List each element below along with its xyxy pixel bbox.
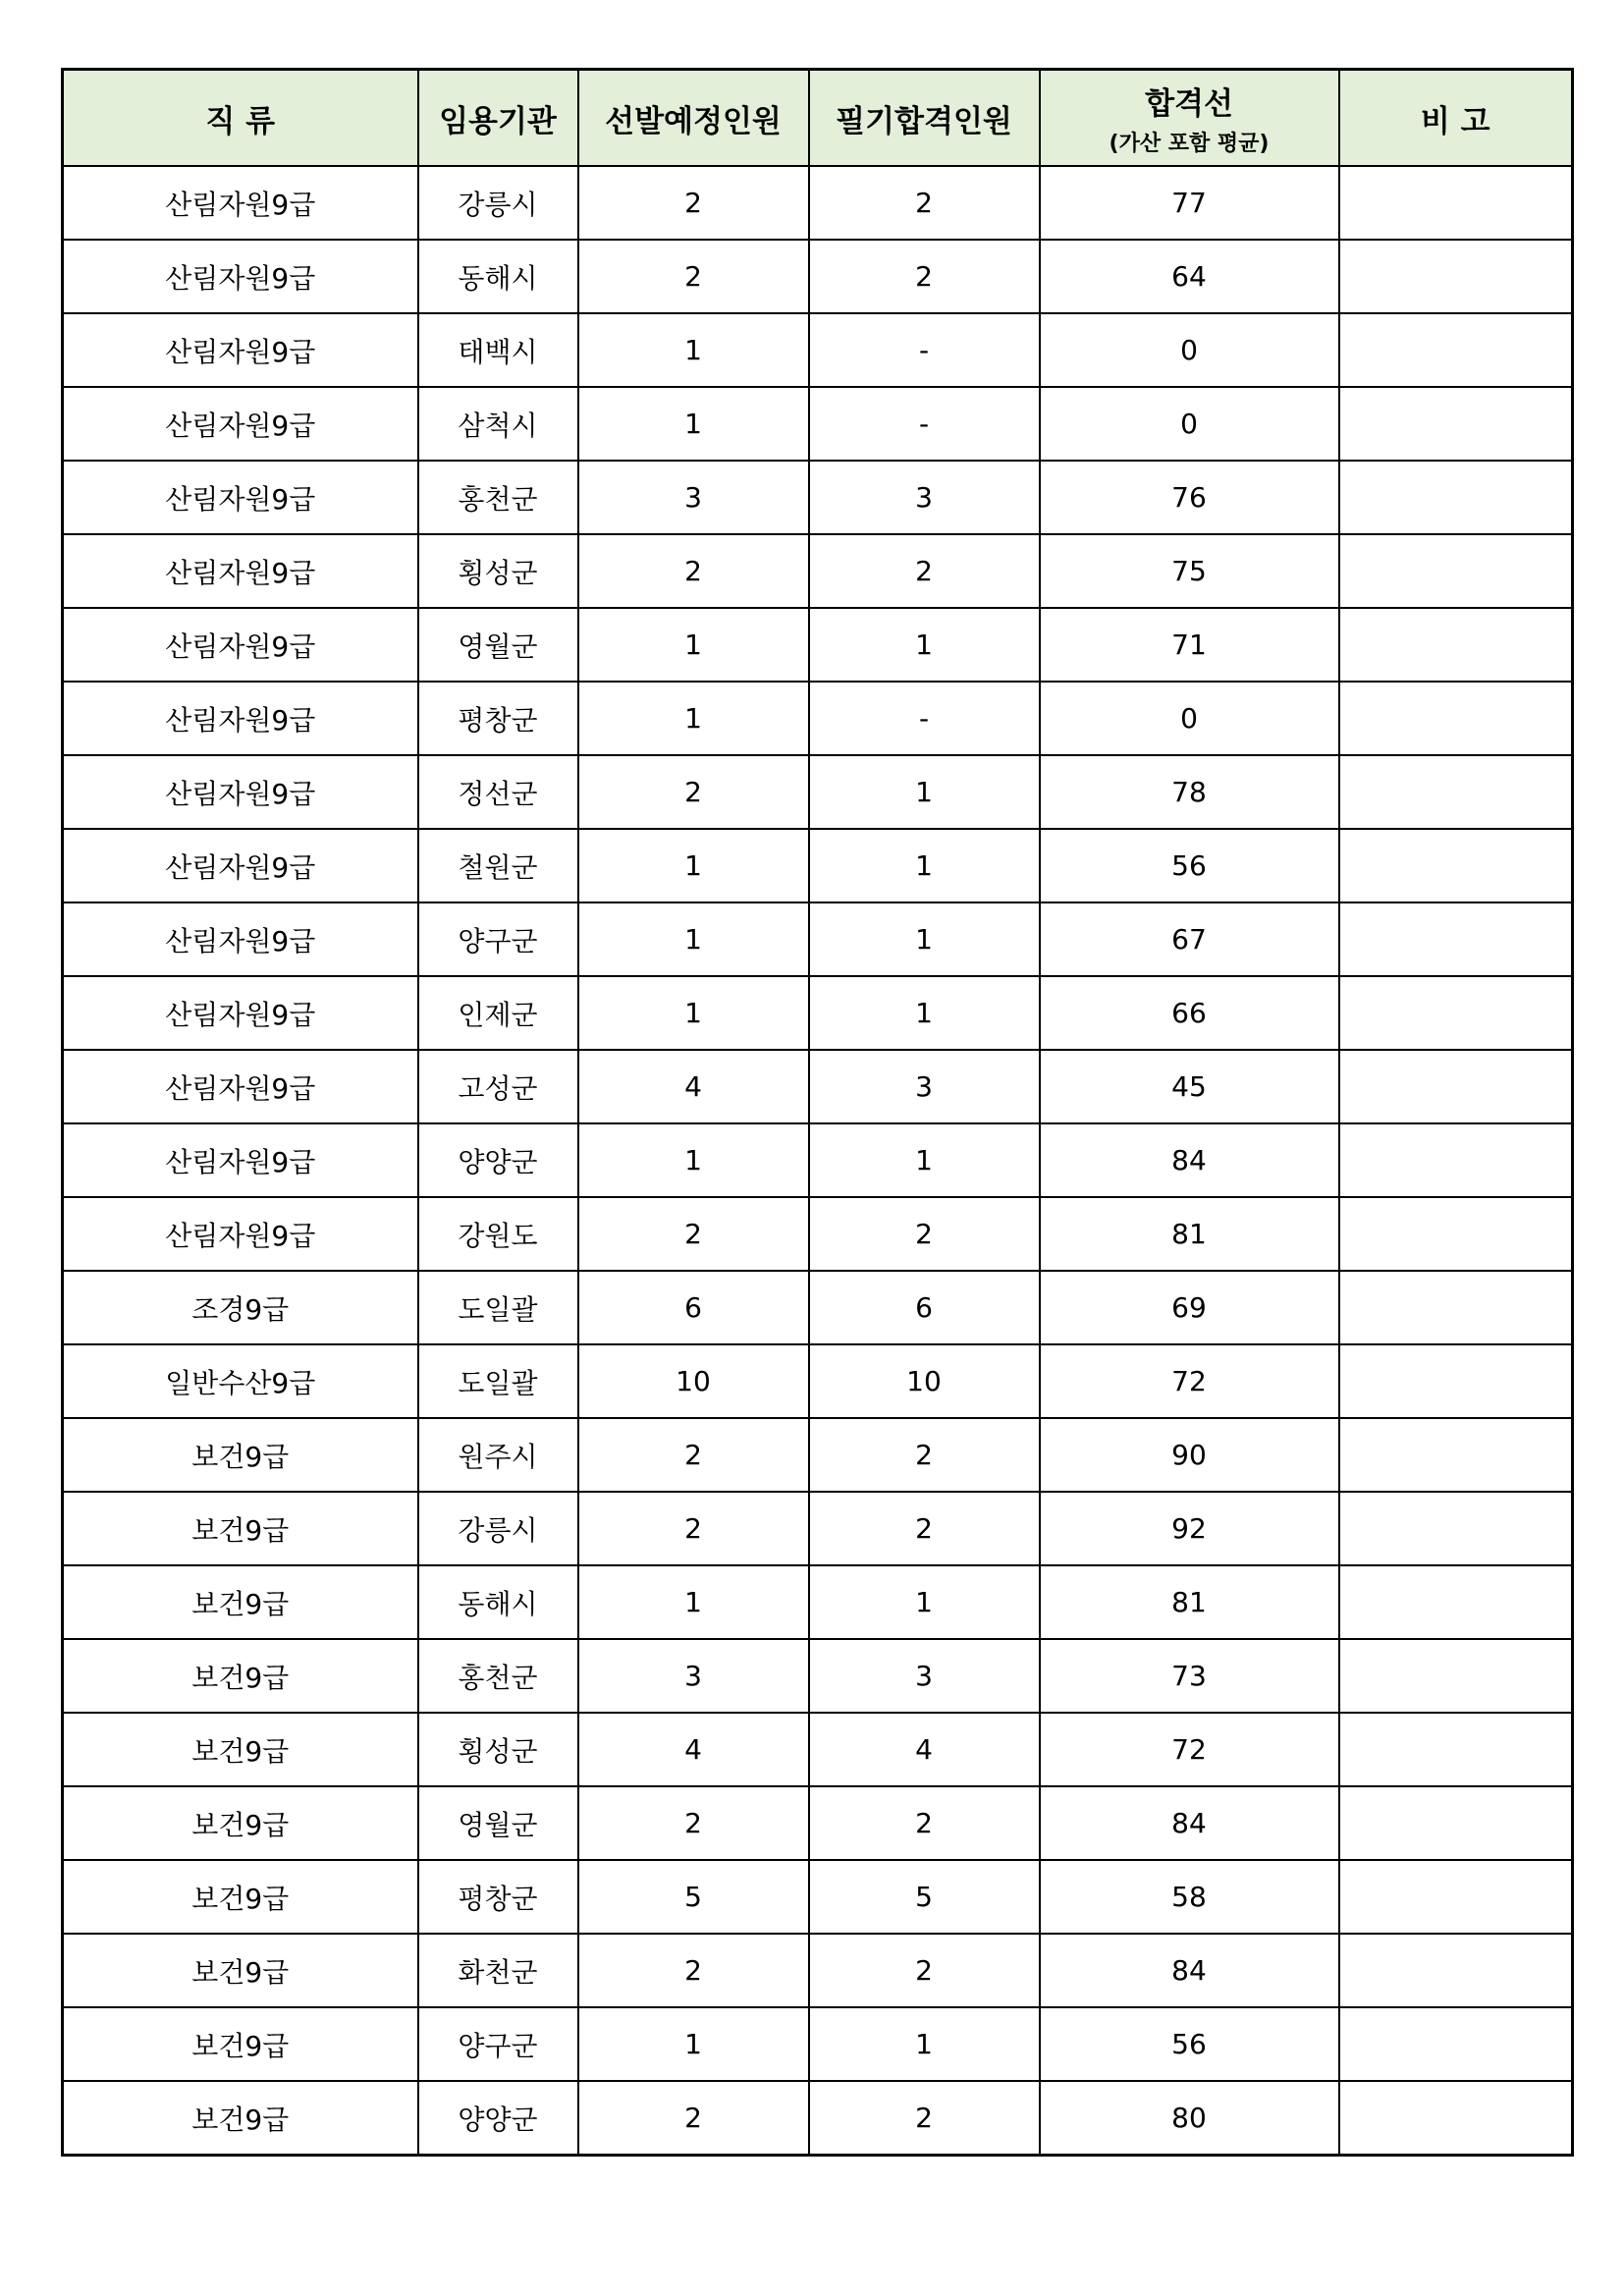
cell-note [1339,461,1573,534]
cell-planned: 3 [578,1639,809,1713]
cell-note [1339,1492,1573,1565]
cell-planned: 1 [578,829,809,902]
cell-job: 산림자원9급 [63,166,418,240]
cell-cutoff: 80 [1040,2081,1339,2156]
cell-planned: 3 [578,461,809,534]
cell-planned: 4 [578,1050,809,1123]
cell-passed: 3 [809,1639,1040,1713]
cell-planned: 1 [578,1123,809,1197]
cell-note [1339,1713,1573,1786]
cell-job: 산림자원9급 [63,387,418,461]
cell-note [1339,1050,1573,1123]
table-row [63,1713,1573,1786]
cell-agency: 강원도 [418,1197,578,1271]
cell-agency: 영월군 [418,608,578,682]
document-page [61,68,1571,2157]
cell-job: 보건9급 [63,2081,418,2156]
cell-job: 보건9급 [63,1786,418,1860]
cell-agency: 동해시 [418,240,578,313]
cell-cutoff: 90 [1040,1418,1339,1492]
cell-agency: 강릉시 [418,1492,578,1565]
cell-passed: 3 [809,461,1040,534]
cell-passed: 1 [809,1565,1040,1639]
table-row [63,1123,1573,1197]
table-row [63,902,1573,976]
cell-agency: 양구군 [418,2007,578,2081]
cell-note [1339,1860,1573,1934]
cell-cutoff: 0 [1040,313,1339,387]
cell-agency: 평창군 [418,1860,578,1934]
cell-passed: 2 [809,166,1040,240]
cell-planned: 5 [578,1860,809,1934]
header-planned: 선발예정인원 [578,70,809,167]
cell-job: 보건9급 [63,2007,418,2081]
cell-passed: 2 [809,2081,1040,2156]
cell-passed: 4 [809,1713,1040,1786]
cell-job: 산림자원9급 [63,1050,418,1123]
cell-job: 산림자원9급 [63,755,418,829]
cell-planned: 1 [578,1565,809,1639]
header-cutoff-sublabel: (가산 포함 평균) [1109,132,1270,156]
cell-note [1339,166,1573,240]
cell-agency: 도일괄 [418,1271,578,1344]
cell-note [1339,2007,1573,2081]
cell-passed: 5 [809,1860,1040,1934]
cell-job: 보건9급 [63,1492,418,1565]
cell-passed: 1 [809,755,1040,829]
cell-agency: 양양군 [418,1123,578,1197]
cell-planned: 1 [578,902,809,976]
cell-job: 산림자원9급 [63,534,418,608]
cell-passed: 1 [809,902,1040,976]
cell-cutoff: 56 [1040,2007,1339,2081]
cell-passed: 2 [809,1492,1040,1565]
cell-job: 일반수산9급 [63,1344,418,1418]
cell-planned: 2 [578,1197,809,1271]
table-row [63,1418,1573,1492]
table-row [63,1860,1573,1934]
cell-agency: 고성군 [418,1050,578,1123]
cell-job: 보건9급 [63,1639,418,1713]
cell-planned: 2 [578,240,809,313]
cell-note [1339,240,1573,313]
cell-planned: 4 [578,1713,809,1786]
cell-planned: 2 [578,2081,809,2156]
cell-agency: 영월군 [418,1786,578,1860]
cell-cutoff: 71 [1040,608,1339,682]
cell-planned: 2 [578,1418,809,1492]
cell-passed: 2 [809,240,1040,313]
cell-note [1339,1786,1573,1860]
cell-cutoff: 64 [1040,240,1339,313]
cell-cutoff: 78 [1040,755,1339,829]
cell-cutoff: 0 [1040,387,1339,461]
cell-passed: - [809,387,1040,461]
cell-passed: 2 [809,1786,1040,1860]
cell-planned: 1 [578,608,809,682]
cell-cutoff: 84 [1040,1786,1339,1860]
table-row [63,1934,1573,2007]
cell-cutoff: 84 [1040,1934,1339,2007]
cell-note [1339,534,1573,608]
table-row [63,534,1573,608]
table-row [63,2081,1573,2156]
header-row [63,70,1573,167]
cell-note [1339,1197,1573,1271]
table-row [63,1197,1573,1271]
header-note: 비 고 [1339,70,1573,167]
cell-cutoff: 75 [1040,534,1339,608]
table-row [63,1271,1573,1344]
cell-job: 보건9급 [63,1418,418,1492]
cell-passed: - [809,682,1040,755]
table-row [63,1344,1573,1418]
cell-passed: 2 [809,534,1040,608]
cell-agency: 홍천군 [418,461,578,534]
table-row [63,829,1573,902]
cell-passed: 2 [809,1934,1040,2007]
table-row [63,1565,1573,1639]
cell-note [1339,682,1573,755]
table-row [63,976,1573,1050]
cell-agency: 도일괄 [418,1344,578,1418]
cell-cutoff: 72 [1040,1713,1339,1786]
cell-passed: 10 [809,1344,1040,1418]
cell-cutoff: 67 [1040,902,1339,976]
cell-note [1339,1934,1573,2007]
cell-planned: 2 [578,534,809,608]
cell-note [1339,902,1573,976]
header-cutoff [1040,70,1339,167]
cell-job: 산림자원9급 [63,1197,418,1271]
cell-note [1339,1344,1573,1418]
cell-passed: 1 [809,976,1040,1050]
cell-cutoff: 81 [1040,1565,1339,1639]
cell-planned: 1 [578,976,809,1050]
cell-job: 산림자원9급 [63,240,418,313]
cell-note [1339,1418,1573,1492]
cell-note [1339,2081,1573,2156]
cell-agency: 화천군 [418,1934,578,2007]
table-row [63,755,1573,829]
cell-job: 보건9급 [63,1565,418,1639]
cell-job: 산림자원9급 [63,902,418,976]
cell-cutoff: 56 [1040,829,1339,902]
header-passed: 필기합격인원 [809,70,1040,167]
cell-cutoff: 66 [1040,976,1339,1050]
cell-note [1339,1271,1573,1344]
header-cutoff-label: 합격선 [1145,86,1233,122]
cell-cutoff: 69 [1040,1271,1339,1344]
cell-cutoff: 81 [1040,1197,1339,1271]
cell-planned: 2 [578,1934,809,2007]
header-agency: 임용기관 [418,70,578,167]
table-header [63,70,1573,167]
cell-planned: 2 [578,1492,809,1565]
cell-job: 보건9급 [63,1860,418,1934]
cell-agency: 홍천군 [418,1639,578,1713]
cell-cutoff: 92 [1040,1492,1339,1565]
cell-planned: 6 [578,1271,809,1344]
cell-agency: 횡성군 [418,534,578,608]
cell-job: 산림자원9급 [63,976,418,1050]
cell-planned: 2 [578,1786,809,1860]
cell-agency: 동해시 [418,1565,578,1639]
cell-passed: 2 [809,1418,1040,1492]
cell-agency: 인제군 [418,976,578,1050]
cell-note [1339,829,1573,902]
cell-passed: 1 [809,2007,1040,2081]
cell-note [1339,1639,1573,1713]
cell-planned: 1 [578,387,809,461]
cell-agency: 삼척시 [418,387,578,461]
table-row [63,1050,1573,1123]
cell-cutoff: 72 [1040,1344,1339,1418]
cell-agency: 양구군 [418,902,578,976]
cell-agency: 횡성군 [418,1713,578,1786]
table-row [63,313,1573,387]
cell-planned: 10 [578,1344,809,1418]
cell-cutoff: 76 [1040,461,1339,534]
table-row [63,608,1573,682]
cell-agency: 강릉시 [418,166,578,240]
cell-cutoff: 73 [1040,1639,1339,1713]
cell-job: 산림자원9급 [63,682,418,755]
table-row [63,1639,1573,1713]
cell-job: 산림자원9급 [63,461,418,534]
cell-note [1339,755,1573,829]
cell-cutoff: 58 [1040,1860,1339,1934]
cell-cutoff: 84 [1040,1123,1339,1197]
cell-planned: 2 [578,755,809,829]
table-row [63,1492,1573,1565]
table-row [63,166,1573,240]
cell-planned: 2 [578,166,809,240]
cell-agency: 양양군 [418,2081,578,2156]
cell-cutoff: 77 [1040,166,1339,240]
cell-note [1339,313,1573,387]
cell-passed: - [809,313,1040,387]
cell-planned: 1 [578,2007,809,2081]
cell-job: 산림자원9급 [63,608,418,682]
table-row [63,461,1573,534]
cell-note [1339,976,1573,1050]
cell-planned: 1 [578,682,809,755]
table-row [63,2007,1573,2081]
cell-note [1339,1565,1573,1639]
cell-passed: 6 [809,1271,1040,1344]
cell-agency: 태백시 [418,313,578,387]
cell-passed: 1 [809,1123,1040,1197]
cell-passed: 1 [809,608,1040,682]
cell-job: 조경9급 [63,1271,418,1344]
header-job: 직 류 [63,70,418,167]
cell-planned: 1 [578,313,809,387]
cell-cutoff: 0 [1040,682,1339,755]
table-row [63,387,1573,461]
cell-job: 산림자원9급 [63,829,418,902]
table-body [63,166,1573,2156]
cell-passed: 1 [809,829,1040,902]
cell-passed: 2 [809,1197,1040,1271]
cell-job: 보건9급 [63,1713,418,1786]
cell-job: 보건9급 [63,1934,418,2007]
table-row [63,240,1573,313]
cell-note [1339,387,1573,461]
cell-cutoff: 45 [1040,1050,1339,1123]
table-row [63,1786,1573,1860]
results-table [61,68,1574,2157]
cell-agency: 철원군 [418,829,578,902]
cell-agency: 평창군 [418,682,578,755]
cell-job: 산림자원9급 [63,1123,418,1197]
cell-note [1339,608,1573,682]
table-row [63,682,1573,755]
cell-agency: 정선군 [418,755,578,829]
cell-job: 산림자원9급 [63,313,418,387]
cell-agency: 원주시 [418,1418,578,1492]
cell-note [1339,1123,1573,1197]
cell-passed: 3 [809,1050,1040,1123]
